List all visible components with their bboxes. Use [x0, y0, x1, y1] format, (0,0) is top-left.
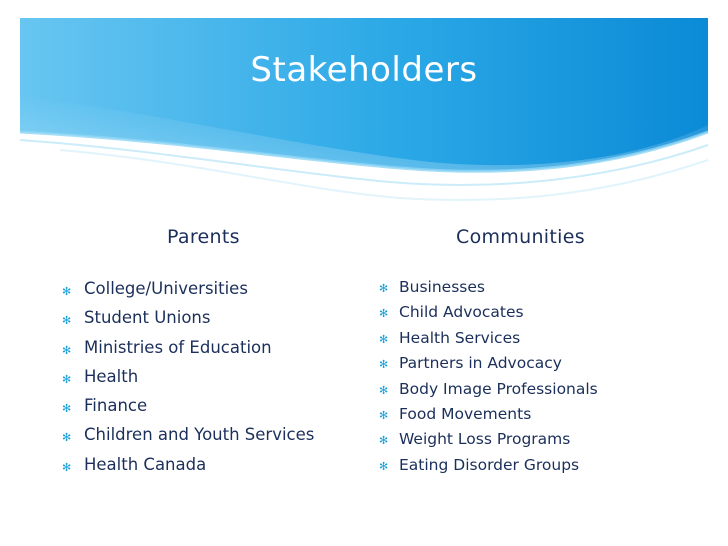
list-item: ✻ Food Movements: [379, 404, 598, 429]
list-item: ✻ Businesses: [379, 277, 598, 302]
list-item: ✻ College/Universities: [62, 278, 314, 307]
parents-list: [62, 278, 314, 483]
slide-title-text: Stakeholders: [250, 50, 478, 90]
list-item: ✻ Partners in Advocacy: [379, 353, 598, 378]
header-wave-background: [0, 0, 728, 220]
slide-title: [0, 50, 728, 90]
snowflake-bullet-icon: ✻: [62, 314, 72, 328]
snowflake-bullet-icon: ✻: [62, 402, 72, 416]
list-item: ✻ Student Unions: [62, 307, 314, 336]
snowflake-bullet-icon: ✻: [379, 282, 389, 295]
communities-list: [379, 277, 598, 480]
parents-heading: Parents: [167, 226, 240, 248]
snowflake-bullet-icon: ✻: [62, 285, 72, 298]
list-item: ✻ Children and Youth Services: [62, 424, 314, 453]
communities-heading: Communities: [456, 226, 585, 248]
list-item: ✻ Finance: [62, 395, 314, 424]
list-item: ✻ Health Canada: [62, 454, 314, 483]
snowflake-bullet-icon: ✻: [379, 358, 389, 372]
list-item: ✻ Child Advocates: [379, 302, 598, 327]
snowflake-bullet-icon: ✻: [62, 372, 72, 386]
snowflake-bullet-icon: ✻: [379, 408, 389, 422]
list-item: ✻ Ministries of Education: [62, 337, 314, 366]
snowflake-bullet-icon: ✻: [379, 459, 389, 473]
snowflake-bullet-icon: ✻: [62, 460, 72, 474]
snowflake-bullet-icon: ✻: [379, 307, 389, 321]
list-item: ✻ Health Services: [379, 328, 598, 353]
list-item: ✻ Weight Loss Programs: [379, 429, 598, 454]
snowflake-bullet-icon: ✻: [62, 343, 72, 357]
snowflake-bullet-icon: ✻: [379, 383, 389, 397]
list-item: ✻ Body Image Professionals: [379, 379, 598, 404]
snowflake-bullet-icon: ✻: [379, 434, 389, 448]
list-item: ✻ Health: [62, 366, 314, 395]
list-item: ✻ Eating Disorder Groups: [379, 455, 598, 480]
snowflake-bullet-icon: ✻: [62, 431, 72, 445]
snowflake-bullet-icon: ✻: [379, 332, 389, 346]
